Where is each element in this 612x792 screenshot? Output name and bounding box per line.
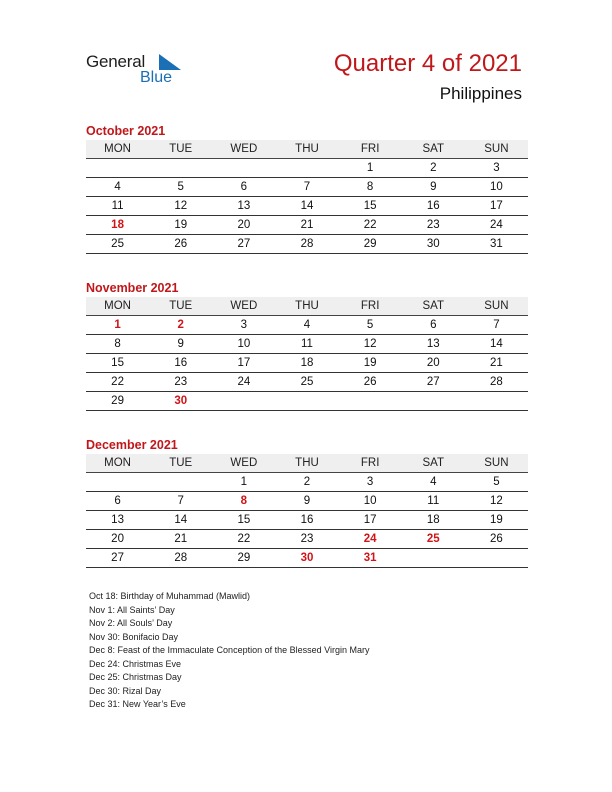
weekday-label: SAT (422, 143, 445, 155)
holiday-day-cell: 18 (111, 219, 124, 231)
day-cell: 27 (237, 238, 251, 250)
day-cell: 20 (111, 533, 124, 545)
holiday-day-cell: 1 (114, 319, 121, 331)
day-cell: 31 (490, 238, 503, 250)
day-cell (149, 473, 212, 491)
holiday-day-cell: 30 (300, 552, 314, 564)
weekday-label: WED (230, 457, 258, 469)
day-cell (275, 159, 338, 177)
day-cell: 14 (300, 200, 314, 212)
weekday-label: FRI (360, 457, 380, 469)
weekday-label: MON (104, 143, 131, 155)
day-cell: 11 (427, 495, 440, 507)
day-cell: 19 (363, 357, 377, 369)
holiday-note: Oct 18: Birthday of Muhammad (Mawlid) (89, 591, 251, 601)
day-cell: 14 (490, 338, 503, 350)
month-october (86, 122, 528, 254)
day-cell: 26 (490, 533, 503, 545)
day-cell: 3 (366, 476, 374, 488)
day-cell: 20 (426, 357, 440, 369)
day-cell: 22 (363, 219, 377, 231)
day-cell: 21 (300, 219, 314, 231)
day-cell: 16 (300, 514, 314, 526)
day-cell: 1 (366, 162, 374, 174)
weekday-label: SAT (422, 300, 445, 312)
week-row (86, 373, 528, 392)
day-cell: 28 (174, 552, 188, 564)
weekday-label: WED (230, 143, 258, 155)
month-title: November 2021 (86, 281, 179, 295)
day-cell: 26 (174, 238, 188, 250)
weekday-label: TUE (169, 457, 193, 469)
day-cell: 7 (177, 495, 184, 507)
day-cell: 6 (240, 181, 248, 193)
weekday-label: SAT (422, 457, 445, 469)
day-cell: 9 (303, 495, 311, 507)
day-cell: 5 (366, 319, 374, 331)
month-title: December 2021 (86, 438, 178, 452)
weekday-label: THU (295, 300, 319, 312)
day-cell: 13 (426, 338, 440, 350)
day-cell: 12 (363, 338, 377, 350)
day-cell (86, 473, 149, 491)
day-cell: 17 (363, 514, 377, 526)
day-cell: 16 (174, 357, 188, 369)
holiday-note: Dec 24: Christmas Eve (89, 658, 182, 669)
day-cell (212, 159, 275, 177)
day-cell: 26 (363, 376, 377, 388)
holiday-day-cell: 24 (363, 533, 377, 545)
holiday-day-cell: 31 (363, 552, 377, 564)
holiday-day-cell: 8 (240, 495, 248, 507)
day-cell: 2 (303, 476, 311, 488)
weekday-header-row (86, 297, 528, 316)
day-cell: 4 (430, 476, 437, 488)
day-cell: 13 (111, 514, 124, 526)
day-cell: 19 (174, 219, 188, 231)
weekday-label: SUN (484, 457, 509, 469)
weekday-label: TUE (169, 143, 193, 155)
day-cell: 4 (303, 319, 311, 331)
day-cell: 30 (426, 238, 440, 250)
day-cell (149, 159, 212, 177)
day-cell: 6 (114, 495, 121, 507)
week-row (86, 335, 528, 354)
week-row (86, 473, 528, 492)
day-cell: 7 (303, 181, 311, 193)
week-row (86, 492, 528, 511)
day-cell: 21 (490, 357, 503, 369)
day-cell: 10 (237, 338, 251, 350)
holiday-day-cell: 2 (177, 319, 184, 331)
week-row (86, 392, 528, 411)
holiday-note: Nov 1: All Saints’ Day (89, 604, 175, 615)
logo (86, 52, 196, 92)
day-cell: 8 (114, 338, 121, 350)
day-cell: 11 (111, 200, 124, 212)
day-cell: 17 (490, 200, 503, 212)
day-cell: 3 (240, 319, 248, 331)
weekday-label: SUN (484, 143, 509, 155)
day-cell: 14 (174, 514, 188, 526)
holiday-note: Dec 30: Rizal Day (89, 685, 162, 696)
day-cell: 10 (490, 181, 503, 193)
day-cell: 29 (111, 395, 124, 407)
day-cell: 5 (177, 181, 184, 193)
day-cell: 28 (300, 238, 314, 250)
holiday-note: Dec 8: Feast of the Immaculate Conception of the Blessed Virgin Mary (89, 645, 370, 655)
weekday-header-row (86, 454, 528, 473)
holiday-note: Dec 31: New Year’s Eve (89, 699, 186, 709)
logo-blue-text: Blue (140, 69, 173, 86)
day-cell: 9 (430, 181, 437, 193)
day-cell: 28 (490, 376, 503, 388)
holiday-note: Nov 2: All Souls’ Day (89, 618, 173, 628)
day-cell: 25 (300, 376, 314, 388)
weekday-header-row (86, 140, 528, 159)
day-cell: 15 (111, 357, 124, 369)
day-cell (86, 159, 149, 177)
day-cell: 18 (426, 514, 440, 526)
day-cell: 29 (237, 552, 251, 564)
weekday-label: THU (295, 457, 319, 469)
holiday-notes (89, 590, 409, 712)
month-december (86, 436, 528, 568)
day-cell: 6 (430, 319, 437, 331)
weekday-label: MON (104, 457, 131, 469)
week-row (86, 159, 528, 178)
day-cell: 13 (237, 200, 251, 212)
week-row (86, 235, 528, 254)
day-cell: 3 (493, 162, 500, 174)
day-cell (465, 392, 528, 410)
week-row (86, 530, 528, 549)
holiday-day-cell: 30 (174, 395, 188, 407)
weekday-label: FRI (360, 143, 380, 155)
weekday-label: TUE (169, 300, 193, 312)
day-cell: 15 (363, 200, 377, 212)
week-row (86, 216, 528, 235)
day-cell: 24 (237, 376, 251, 388)
day-cell: 2 (430, 162, 437, 174)
day-cell: 15 (237, 514, 251, 526)
day-cell (465, 549, 528, 567)
month-november (86, 279, 528, 411)
day-cell (339, 392, 402, 410)
day-cell: 27 (426, 376, 440, 388)
day-cell: 20 (237, 219, 251, 231)
day-cell: 23 (426, 219, 440, 231)
day-cell (402, 392, 465, 410)
week-row (86, 354, 528, 373)
day-cell: 8 (366, 181, 374, 193)
month-title: October 2021 (86, 124, 166, 138)
day-cell: 7 (493, 319, 500, 331)
day-cell: 11 (301, 338, 313, 350)
weekday-label: FRI (360, 300, 380, 312)
day-cell (275, 392, 338, 410)
day-cell: 22 (237, 533, 251, 545)
week-row (86, 549, 528, 568)
day-cell: 29 (363, 238, 377, 250)
holiday-note: Dec 25: Christmas Day (89, 672, 182, 682)
page-title: Quarter 4 of 2021 (333, 50, 522, 77)
country-name: Philippines (439, 84, 522, 103)
day-cell: 24 (490, 219, 503, 231)
day-cell: 22 (111, 376, 124, 388)
day-cell (212, 392, 275, 410)
day-cell: 12 (174, 200, 188, 212)
weekday-label: THU (295, 143, 319, 155)
day-cell (402, 549, 465, 567)
week-row (86, 511, 528, 530)
holiday-day-cell: 25 (426, 533, 440, 545)
day-cell: 10 (363, 495, 377, 507)
day-cell: 25 (111, 238, 124, 250)
day-cell: 5 (493, 476, 500, 488)
day-cell: 4 (114, 181, 121, 193)
day-cell: 23 (174, 376, 188, 388)
day-cell: 27 (111, 552, 124, 564)
week-row (86, 197, 528, 216)
day-cell: 12 (490, 495, 503, 507)
week-row (86, 316, 528, 335)
day-cell: 18 (300, 357, 314, 369)
logo-general-text: General (86, 52, 146, 71)
day-cell: 23 (300, 533, 314, 545)
day-cell: 19 (490, 514, 503, 526)
weekday-label: WED (230, 300, 258, 312)
day-cell: 1 (240, 476, 248, 488)
day-cell: 16 (426, 200, 440, 212)
holiday-note: Nov 30: Bonifacio Day (89, 631, 179, 642)
day-cell: 17 (237, 357, 251, 369)
weekday-label: MON (104, 300, 131, 312)
logo-triangle-icon (159, 54, 181, 70)
day-cell: 9 (177, 338, 184, 350)
week-row (86, 178, 528, 197)
day-cell: 21 (174, 533, 188, 545)
weekday-label: SUN (484, 300, 509, 312)
